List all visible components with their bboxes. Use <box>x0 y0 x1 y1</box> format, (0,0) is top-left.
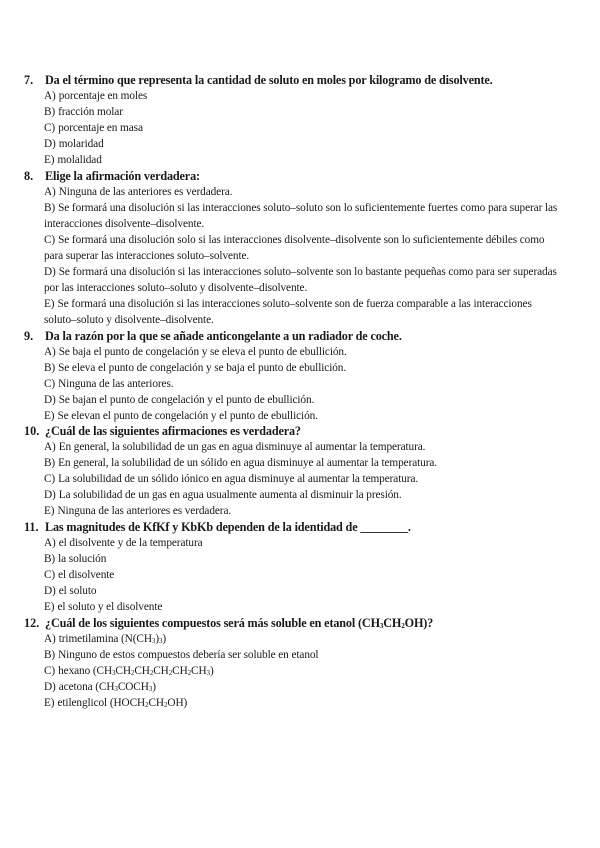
option-letter: A) <box>44 537 56 549</box>
answer-option <box>44 455 564 471</box>
option-letter: A) <box>44 346 56 358</box>
option-letter: B) <box>44 106 56 118</box>
option-letter: D) <box>44 585 56 597</box>
option-text: el disolvente y de la temperatura <box>58 537 203 549</box>
question-number: 9. <box>24 329 34 343</box>
answer-option <box>44 471 564 487</box>
answer-option <box>44 695 564 711</box>
question-11 <box>24 519 564 615</box>
answer-option <box>44 599 564 615</box>
option-letter: B) <box>44 202 56 214</box>
answer-option <box>44 184 564 200</box>
option-letter: E) <box>44 601 55 613</box>
option-text: Se formará una disolución si las interacciones soluto–solvente son lo bastante pequeñas como para ser superadas por las interacciones soluto–soluto y disolvente–disolvente. <box>44 266 557 294</box>
option-text: Se elevan el punto de congelación y el punto de ebullición. <box>57 410 318 422</box>
answer-option <box>44 232 564 264</box>
option-letter: C) <box>44 473 56 485</box>
option-text: hexano $(CH_3CH_2CH_2CH_2CH_2CH_3)$ <box>58 665 214 677</box>
option-letter: E) <box>44 505 55 517</box>
option-text: En general, la solubilidad de un sólido en agua disminuye al aumentar la temperatura. <box>58 457 438 469</box>
answer-option <box>44 663 564 679</box>
option-letter: A) <box>44 186 56 198</box>
option-letter: A) <box>44 633 56 645</box>
question-text: Da el término que representa la cantidad de soluto en moles por kilogramo de disolvente. <box>45 73 493 87</box>
option-text: el soluto y el disolvente <box>57 601 163 613</box>
question-number: 11. <box>24 520 39 534</box>
question-8 <box>24 168 564 328</box>
option-text: En general, la solubilidad de un gas en agua disminuye al aumentar la temperatura. <box>58 441 426 453</box>
answer-option <box>44 631 564 647</box>
option-text: el disolvente <box>58 569 115 581</box>
option-letter: A) <box>44 441 56 453</box>
option-text: Se bajan el punto de congelación y el punto de ebullición. <box>58 394 315 406</box>
option-text: La solubilidad de un sólido iónico en agua disminuye al aumentar la temperatura. <box>58 473 419 485</box>
option-letter: C) <box>44 665 56 677</box>
answer-option <box>44 360 564 376</box>
option-text: Se formará una disolución si las interacciones soluto–solvente son de fuerza comparable a las interacciones soluto–soluto y disolvente–disolvente. <box>44 298 532 326</box>
option-text: Ninguno de estos compuestos debería ser soluble en etanol <box>58 649 319 661</box>
answer-option <box>44 551 564 567</box>
question-number: 10. <box>24 424 40 438</box>
option-letter: D) <box>44 266 56 278</box>
question-number: 7. <box>24 73 34 87</box>
option-text: la solución <box>58 553 107 565</box>
answer-option <box>44 392 564 408</box>
answer-option <box>44 567 564 583</box>
option-text: acetona $(CH_3COCH_3)$ <box>58 681 156 693</box>
option-letter: C) <box>44 122 56 134</box>
option-text: el soluto <box>58 585 97 597</box>
option-letter: C) <box>44 569 56 581</box>
option-text: molaridad <box>58 138 104 150</box>
option-text: Ninguna de las anteriores es verdadera. <box>58 186 233 198</box>
answer-option <box>44 439 564 455</box>
option-letter: D) <box>44 394 56 406</box>
option-letter: B) <box>44 553 56 565</box>
option-letter: D) <box>44 138 56 150</box>
answer-option <box>44 487 564 503</box>
answer-option <box>44 152 564 168</box>
option-text: Se formará una disolución si las interacciones soluto–soluto son lo suficientemente fuertes como para superar las interacciones disolvente–disolvente. <box>44 202 558 230</box>
option-letter: E) <box>44 298 55 310</box>
question-text: ¿Cuál de las siguientes afirmaciones es verdadera? <box>45 424 301 438</box>
question-7 <box>24 72 564 168</box>
question-text: Da la razón por la que se añade anticongelante a un radiador de coche. <box>45 329 402 343</box>
option-letter: E) <box>44 410 55 422</box>
option-text: La solubilidad de un gas en agua usualmente aumenta al disminuir la presión. <box>58 489 402 501</box>
option-text: Se eleva el punto de congelación y se baja el punto de ebullición. <box>58 362 347 374</box>
option-letter: C) <box>44 234 56 246</box>
option-text: porcentaje en moles <box>58 90 148 102</box>
answer-option <box>44 344 564 360</box>
answer-option <box>44 136 564 152</box>
question-text: Elige la afirmación verdadera: <box>45 169 200 183</box>
question-9 <box>24 328 564 424</box>
question-12 <box>24 615 564 711</box>
option-text: Ninguna de las anteriores es verdadera. <box>57 505 232 517</box>
option-text: fracción molar <box>58 106 123 118</box>
option-text: molalidad <box>57 154 102 166</box>
option-text: porcentaje en masa <box>58 122 143 134</box>
question-text: ¿Cuál de los siguientes compuestos será más soluble en etanol $(CH_3CH_2OH)$? <box>45 616 434 630</box>
question-number: 12. <box>24 616 40 630</box>
option-text: Ninguna de las anteriores. <box>58 378 174 390</box>
option-letter: E) <box>44 154 55 166</box>
answer-option <box>44 120 564 136</box>
option-text: Se formará una disolución solo si las interacciones disolvente–disolvente son lo suficientemente débiles como para superar las interacciones soluto–solvente. <box>44 234 545 262</box>
answer-option <box>44 376 564 392</box>
option-text: etilenglicol $(HOCH_2CH_2OH)$ <box>57 697 188 709</box>
answer-option <box>44 104 564 120</box>
answer-option <box>44 408 564 424</box>
option-letter: E) <box>44 697 55 709</box>
answer-option <box>44 535 564 551</box>
option-text: trimetilamina $(N(CH_3)_3)$ <box>58 633 167 645</box>
option-letter: D) <box>44 489 56 501</box>
option-letter: D) <box>44 681 56 693</box>
option-text: Se baja el punto de congelación y se eleva el punto de ebullición. <box>58 346 347 358</box>
option-letter: A) <box>44 90 56 102</box>
answer-option <box>44 296 564 328</box>
answer-option <box>44 88 564 104</box>
question-10 <box>24 423 564 519</box>
answer-option <box>44 679 564 695</box>
question-number: 8. <box>24 169 34 183</box>
option-letter: C) <box>44 378 56 390</box>
option-letter: B) <box>44 362 56 374</box>
answer-option <box>44 647 564 663</box>
option-letter: B) <box>44 649 56 661</box>
answer-option <box>44 264 564 296</box>
option-letter: B) <box>44 457 56 469</box>
question-text: Las magnitudes de KfKf y KbKb dependen de la identidad de ________. <box>45 520 411 534</box>
answer-option <box>44 583 564 599</box>
answer-option <box>44 200 564 232</box>
answer-option <box>44 503 564 519</box>
